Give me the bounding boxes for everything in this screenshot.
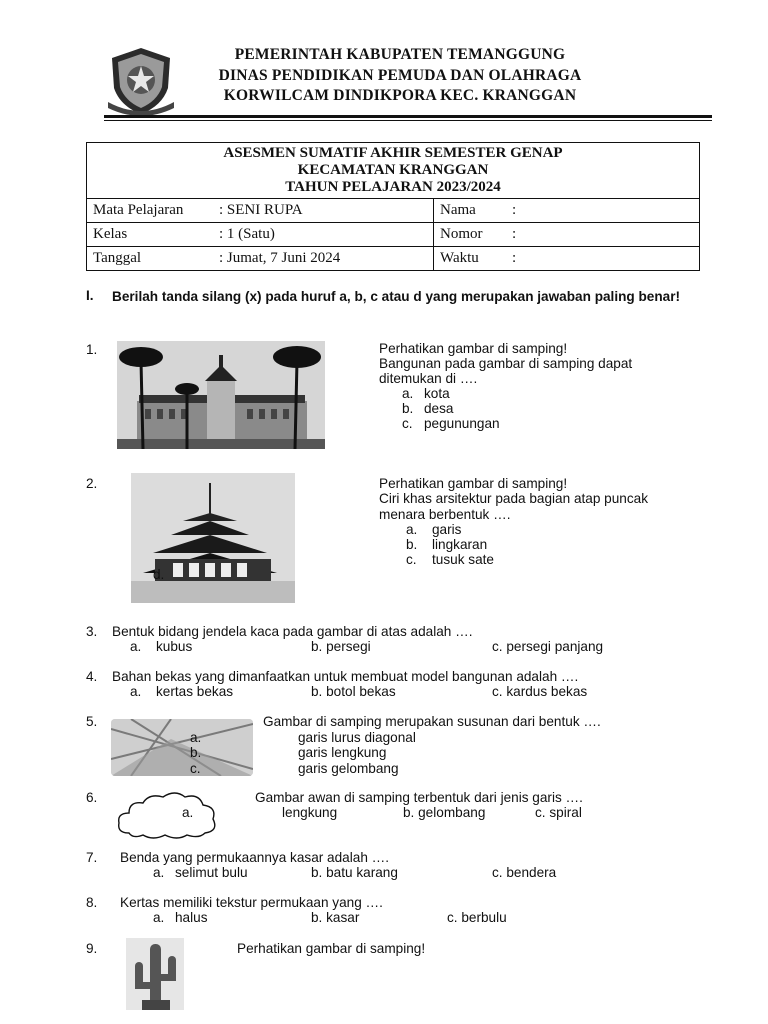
q7-option-a[interactable]: selimut bulu: [175, 865, 248, 880]
q5-option-b[interactable]: garis lengkung: [298, 745, 387, 760]
q8-option-a-letter: a.: [153, 910, 165, 925]
q2-option-b[interactable]: lingkaran: [432, 537, 488, 552]
info-row: [87, 199, 700, 223]
number-value: :: [512, 226, 517, 242]
q2-option-a[interactable]: garis: [432, 522, 462, 537]
q5-option-c[interactable]: garis gelombang: [298, 761, 399, 776]
cactus-image: [126, 938, 184, 1010]
class-value: : 1 (Satu): [219, 226, 275, 242]
header-line-2: DINAS PENDIDIKAN PEMUDA DAN OLAHRAGA: [218, 67, 582, 84]
q5-option-a-letter: a.: [190, 730, 202, 745]
name-label: Nama: [440, 202, 476, 218]
q3-option-b[interactable]: b. persegi: [311, 639, 371, 654]
exam-title-3: TAHUN PELAJARAN 2023/2024: [285, 179, 501, 195]
exam-title-cell: [87, 143, 700, 199]
q6-option-c[interactable]: c. spiral: [535, 805, 582, 820]
time-label: Waktu: [440, 250, 479, 266]
q8-option-c[interactable]: c. berbulu: [447, 910, 507, 925]
q3-text: Bentuk bidang jendela kaca pada gambar di atas adalah ….: [112, 624, 473, 639]
q1-option-b[interactable]: desa: [424, 401, 454, 416]
tower-roof-image: [131, 473, 295, 603]
q5-option-a[interactable]: garis lurus diagonal: [298, 730, 416, 745]
q4-text: Bahan bekas yang dimanfaatkan untuk membuat model bangunan adalah ….: [112, 669, 579, 684]
time-value: :: [512, 250, 517, 266]
q1-option-a[interactable]: kota: [424, 386, 450, 401]
q6-option-a[interactable]: lengkung: [282, 805, 338, 820]
subject-value: : SENI RUPA: [219, 202, 303, 218]
q7-option-c[interactable]: c. bendera: [492, 865, 557, 880]
header-rule-thin: [104, 120, 712, 121]
q5-option-c-letter: c.: [190, 761, 201, 776]
header-line-1: PEMERINTAH KABUPATEN TEMANGGUNG: [234, 46, 566, 63]
q8-number: 8.: [86, 895, 98, 910]
q2-option-a-letter: a.: [406, 522, 418, 537]
q7-option-b[interactable]: b. batu karang: [311, 865, 398, 880]
q2-number: 2.: [86, 476, 98, 491]
q1-line-1: Perhatikan gambar di samping!: [379, 341, 568, 356]
q7-option-a-letter: a.: [153, 865, 165, 880]
q3-option-c[interactable]: c. persegi panjang: [492, 639, 604, 654]
q1-option-c[interactable]: pegunungan: [424, 416, 500, 431]
q2-image-label: d.: [153, 567, 165, 582]
q1-option-c-letter: c.: [402, 416, 413, 431]
q2-line-1: Perhatikan gambar di samping!: [379, 476, 568, 491]
q4-option-b[interactable]: b. botol bekas: [311, 684, 396, 699]
q1-line-2: Bangunan pada gambar di samping dapat: [379, 356, 633, 371]
section-number: I.: [86, 288, 94, 303]
q4-option-c[interactable]: c. kardus bekas: [492, 684, 588, 699]
q8-option-a[interactable]: halus: [175, 910, 208, 925]
q2-option-c[interactable]: tusuk sate: [432, 552, 494, 567]
section-instruction: Berilah tanda silang (x) pada huruf a, b, c atau d yang merupakan jawaban paling benar!: [112, 289, 681, 304]
q1-number: 1.: [86, 342, 98, 357]
q8-text: Kertas memiliki tekstur permukaan yang ….: [120, 895, 383, 910]
q1-option-a-letter: a.: [402, 386, 414, 401]
q2-line-3: menara berbentuk ….: [379, 507, 511, 522]
q2-line-2: Ciri khas arsitektur pada bagian atap puncak: [379, 491, 649, 506]
q9-number: 9.: [86, 941, 98, 956]
q2-option-c-letter: c.: [406, 552, 417, 567]
class-label: Kelas: [93, 226, 128, 242]
gedung-sate-image: [117, 341, 325, 449]
q3-option-a-letter: a.: [130, 639, 142, 654]
info-row: [87, 223, 700, 247]
q1-line-3: ditemukan di ….: [379, 371, 478, 386]
q6-option-a-letter: a.: [182, 805, 194, 820]
subject-label: Mata Pelajaran: [93, 202, 184, 218]
q9-text: Perhatikan gambar di samping!: [237, 941, 426, 956]
q6-text: Gambar awan di samping terbentuk dari jenis garis ….: [255, 790, 583, 805]
info-row: [87, 247, 700, 271]
q4-number: 4.: [86, 669, 98, 684]
q1-option-b-letter: b.: [402, 401, 414, 416]
header-line-3: KORWILCAM DINDIKPORA KEC. KRANGGAN: [223, 87, 577, 104]
q5-option-b-letter: b.: [190, 745, 202, 760]
q6-number: 6.: [86, 790, 98, 805]
exam-title-2: KECAMATAN KRANGGAN: [297, 162, 489, 178]
q7-text: Benda yang permukaannya kasar adalah ….: [120, 850, 390, 865]
exam-info-table: [86, 142, 700, 271]
date-label: Tanggal: [93, 250, 142, 266]
exam-title-1: ASESMEN SUMATIF AKHIR SEMESTER GENAP: [223, 145, 563, 161]
cloud-image: [115, 789, 219, 841]
name-value: :: [512, 202, 517, 218]
q6-option-b[interactable]: b. gelombang: [403, 805, 486, 820]
q4-option-a[interactable]: kertas bekas: [156, 684, 234, 699]
header-rule-thick: [104, 115, 712, 118]
q5-text: Gambar di samping merupakan susunan dari bentuk ….: [263, 714, 601, 729]
q7-number: 7.: [86, 850, 98, 865]
q2-option-b-letter: b.: [406, 537, 418, 552]
q5-number: 5.: [86, 714, 98, 729]
date-value: : Jumat, 7 Juni 2024: [219, 250, 341, 266]
number-label: Nomor: [440, 226, 483, 242]
q3-number: 3.: [86, 624, 98, 639]
q3-option-a[interactable]: kubus: [156, 639, 193, 654]
diagonal-lines-image: [111, 719, 253, 776]
q4-option-a-letter: a.: [130, 684, 142, 699]
q8-option-b[interactable]: b. kasar: [311, 910, 360, 925]
